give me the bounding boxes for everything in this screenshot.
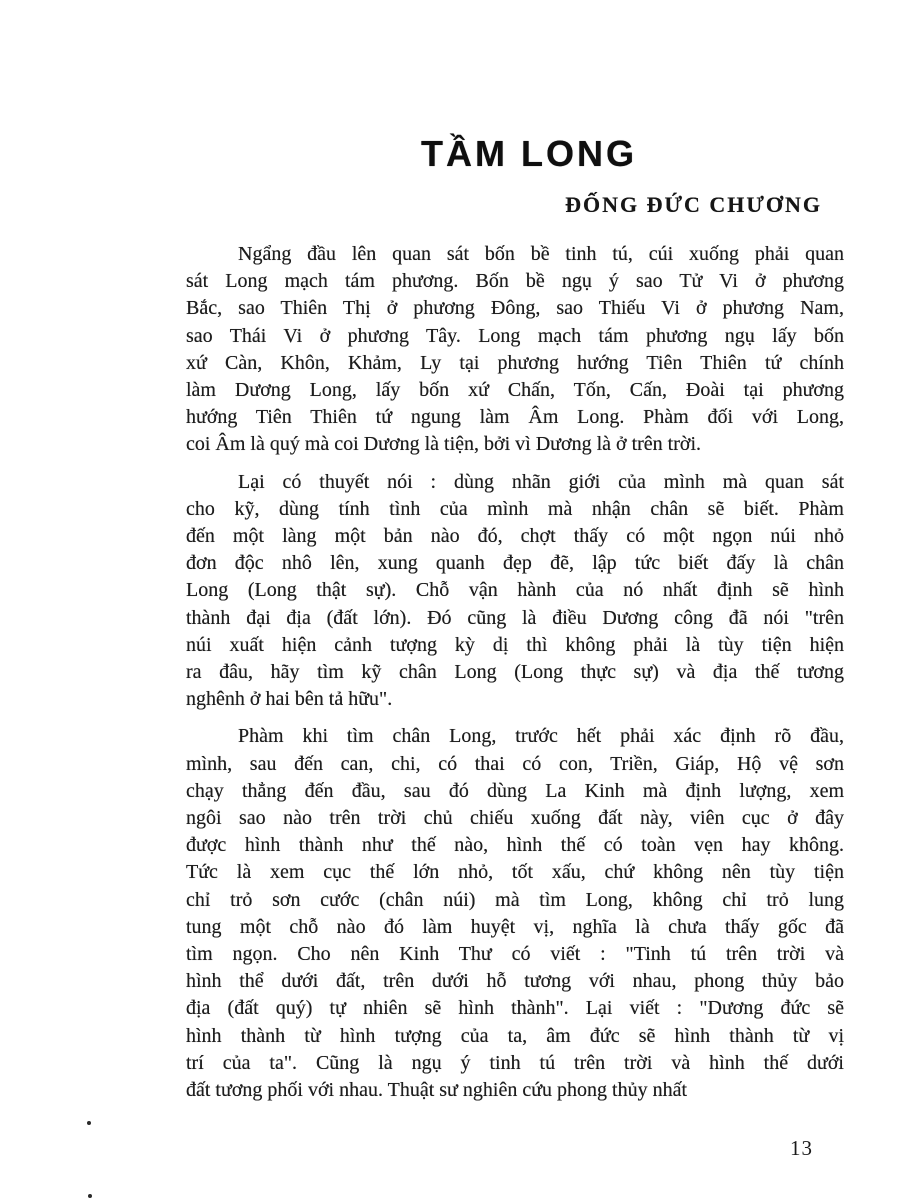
text-line: trí của ta". Cũng là ngụ ý tinh tú trên trời và hình thế dưới (186, 1051, 844, 1074)
author-name: ĐỐNG ĐỨC CHƯƠNG (565, 192, 822, 217)
page-title: TẦM LONG (421, 133, 637, 174)
text-line: nghênh ở hai bên tả hữu". (186, 688, 393, 711)
text-line: Long (Long thật sự). Chỗ vận hành của nó nhất định sẽ hình (186, 579, 844, 602)
paragraph (186, 241, 844, 459)
text-line: hình thể dưới đất, trên dưới hỗ tương với nhau, phong thủy bảo (186, 970, 844, 993)
text-line: đơn độc nhô lên, xung quanh đẹp đẽ, lập tức biết đấy là chân (186, 552, 844, 575)
paragraph (186, 469, 844, 714)
text-line: hướng Tiên Thiên tứ ngung làm Âm Long. Phàm đối với Long, (186, 406, 844, 429)
text-line: Phàm khi tìm chân Long, trước hết phải xác định rõ đầu, (238, 725, 844, 748)
text-line: địa (đất quý) tự nhiên sẽ hình thành". Lại viết : "Dương đức sẽ (186, 997, 844, 1020)
text-line: hình thành từ hình tượng của ta, âm đức sẽ hình thành từ vị (186, 1024, 844, 1047)
paragraph (186, 723, 844, 1104)
scan-speck (88, 1194, 92, 1198)
text-line: ngôi sao nào trên trời chủ chiếu xuống đất này, viên cục ở đây (186, 807, 844, 830)
text-line: làm Dương Long, lấy bốn xứ Chấn, Tốn, Cấn, Đoài tại phương (186, 379, 844, 402)
text-line: chỉ trỏ sơn cước (chân núi) mà tìm Long, không chỉ trỏ lung (186, 888, 844, 911)
text-line: đất tương phối với nhau. Thuật sư nghiên cứu phong thủy nhất (186, 1079, 688, 1102)
text-line: Tức là xem cục thế lớn nhỏ, tốt xấu, chứ không nên tùy tiện (186, 861, 844, 884)
text-line: cho kỹ, dùng tính tình của mình mà nhận chân sẽ biết. Phàm (186, 497, 844, 520)
text-line: ra đâu, hãy tìm kỹ chân Long (Long thực sự) và địa thế tương (186, 661, 844, 684)
text-line: Lại có thuyết nói : dùng nhãn giới của mình mà quan sát (238, 470, 844, 493)
text-line: xứ Càn, Khôn, Khảm, Ly tại phương hướng Tiên Thiên tứ chính (186, 351, 844, 374)
text-line: Bắc, sao Thiên Thị ở phương Đông, sao Thiếu Vi ở phương Nam, (186, 297, 844, 320)
text-line: tung một chỗ nào đó làm huyệt vị, nghĩa là chưa thấy gốc đã (186, 915, 844, 938)
page-number: 13 (790, 1136, 813, 1160)
text-line: đến một làng một bản nào đó, chợt thấy có một ngọn núi nhỏ (186, 525, 844, 548)
body-text (186, 241, 844, 1104)
text-line: mình, sau đến can, chi, có thai có con, Triền, Giáp, Hộ vệ sơn (186, 752, 844, 775)
text-line: sao Thái Vi ở phương Tây. Long mạch tám phương ngụ lấy bốn (186, 324, 844, 347)
text-line: thành đại địa (đất lớn). Đó cũng là điều Dương công đã nói "trên (186, 606, 844, 629)
scan-speck (87, 1121, 91, 1125)
text-line: được hình thành như thế nào, hình thế có toàn vẹn hay không. (186, 834, 844, 857)
text-line: tìm ngọn. Cho nên Kinh Thư có viết : "Tinh tú trên trời và (186, 943, 844, 966)
text-line: chạy thẳng đến đầu, sau đó dùng La Kinh mà định lượng, xem (186, 779, 844, 802)
text-line: sát Long mạch tám phương. Bốn bề ngụ ý sao Tử Vi ở phương (186, 270, 844, 293)
text-line: núi xuất hiện cảnh tượng kỳ dị thì không phải là tùy tiện hiện (186, 633, 844, 656)
text-line: coi Âm là quý mà coi Dương là tiện, bởi vì Dương là ở trên trời. (186, 433, 702, 456)
text-line: Ngẩng đầu lên quan sát bốn bề tinh tú, cúi xuống phải quan (238, 243, 844, 265)
